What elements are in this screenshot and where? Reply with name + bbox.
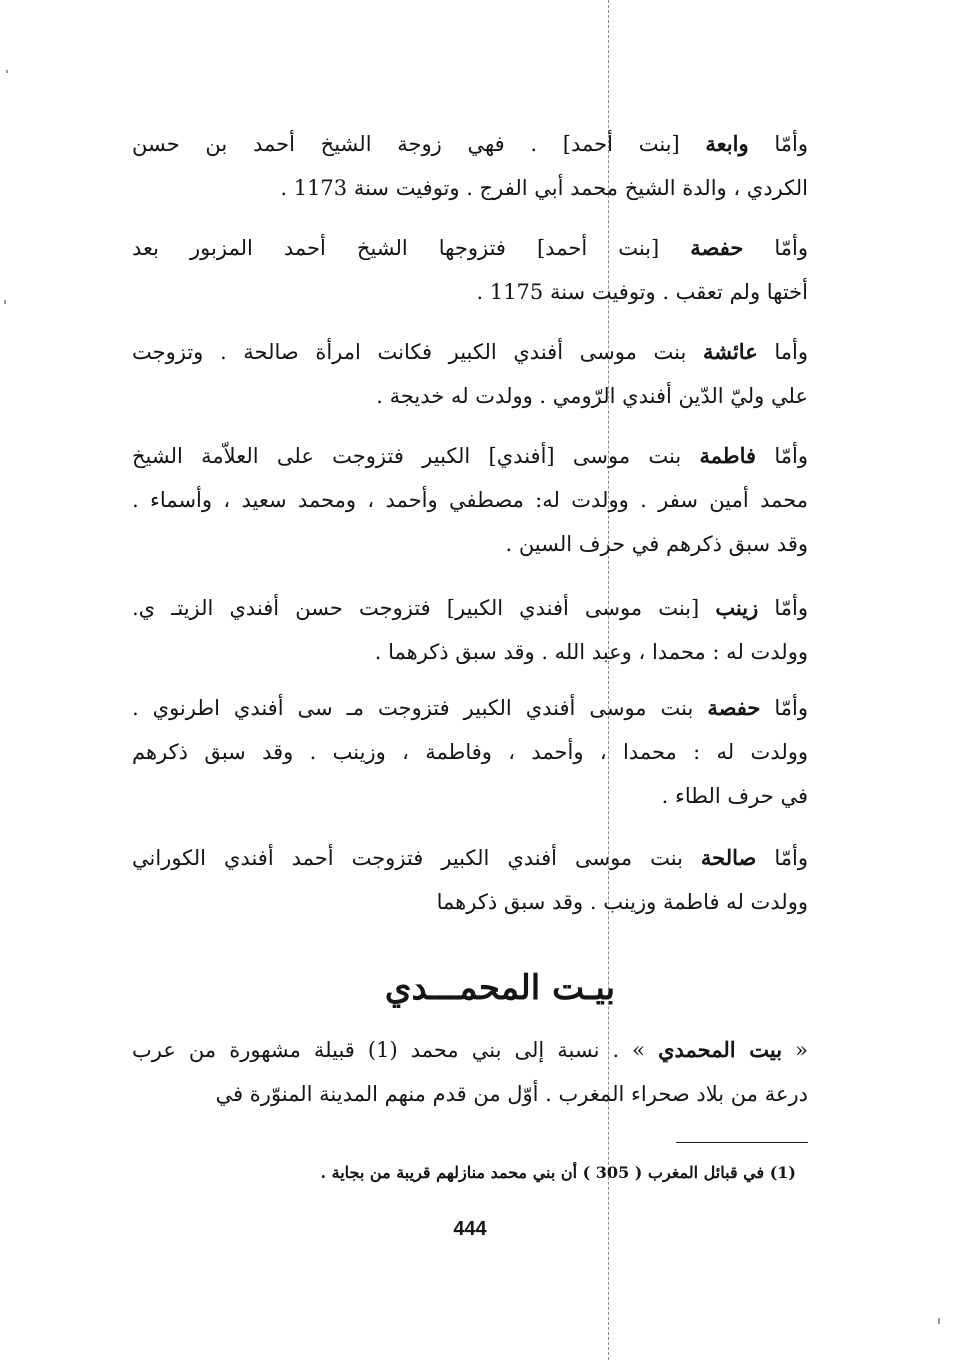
text-segment: وأمّا <box>743 236 808 260</box>
text-line <box>132 586 808 630</box>
text-line <box>132 686 808 730</box>
text-line <box>132 122 808 166</box>
page-number: 444 <box>453 1218 487 1240</box>
text-line <box>132 880 808 924</box>
text-segment: بنت موسى [أفندي] الكبير فتزوجت على العلاّمة الشيخ <box>132 444 700 468</box>
text-segment: وأمّا <box>756 846 808 870</box>
text-segment: » . نسبة إلى بني محمد (1) قبيلة مشهورة من عرب <box>132 1038 659 1062</box>
text-line <box>132 836 808 880</box>
paragraph-hafsa-bint-ahmad <box>132 226 808 314</box>
scan-edge-mark <box>4 300 6 304</box>
text-segment: [بنت موسى أفندي الكبير] فتزوجت حسن أفندي الزيتـ ي. <box>132 596 716 620</box>
text-line <box>132 166 808 210</box>
text-segment: وولدت له : محمدا ، وأحمد ، وفاطمة ، وزينب . وقد سبق ذكرهم <box>132 740 808 764</box>
person-name: صالحة <box>700 845 757 870</box>
text-segment: بنت موسى أفندي الكبير فكانت امرأة صالحة . وتزوجت <box>132 340 703 364</box>
footnote: (1) في قبائل المغرب ( 305 ) أن بني محمد منازلهم قريبة من بجاية . <box>320 1163 796 1182</box>
text-segment: بنت موسى أفندي الكبير فتزوجت مـ سى أفندي اطرنوي . <box>132 696 708 720</box>
text-line <box>132 226 808 270</box>
text-line <box>132 774 808 818</box>
person-name: وابعة <box>705 131 749 156</box>
text-line <box>132 1028 808 1072</box>
text-segment: « <box>782 1038 808 1062</box>
paragraph-aisha <box>132 330 808 418</box>
paragraph-rabia <box>132 122 808 210</box>
person-name: زينب <box>715 595 759 620</box>
person-name: عائشة <box>702 339 758 364</box>
person-name: فاطمة <box>699 443 757 468</box>
text-segment: وأما <box>757 340 808 364</box>
text-segment: درعة من بلاد صحراء المغرب . أوّل من قدم منهم المدينة المنوّرة في <box>215 1082 808 1106</box>
text-segment: أختها ولم تعقب . وتوفيت سنة 1175 . <box>476 280 808 304</box>
text-segment: وأمّا <box>758 596 808 620</box>
paragraph-fatima <box>132 434 808 566</box>
text-line <box>132 630 808 674</box>
text-segment: وولدت له فاطمة وزينب . وقد سبق ذكرهما <box>436 890 808 914</box>
text-line <box>132 270 808 314</box>
text-segment: الكردي ، والدة الشيخ محمد أبي الفرج . وتوفيت سنة 1173 . <box>280 176 808 200</box>
section-heading: بيـت المحمـــدي <box>384 968 616 1008</box>
scan-edge-mark <box>6 70 8 73</box>
person-name: بيت المحمدي <box>658 1037 783 1062</box>
text-line <box>132 478 808 522</box>
text-segment: بنت موسى أفندي الكبير فتزوجت أحمد أفندي الكوراني <box>132 846 701 870</box>
text-line <box>132 730 808 774</box>
text-segment: [بنت أحمد] . فهي زوجة الشيخ أحمد بن حسن <box>132 132 706 156</box>
text-segment: علي وليّ الدّين أفندي الرّومي . وولدت له خديجة . <box>376 384 808 408</box>
person-name: حفصة <box>707 695 761 720</box>
text-segment: وأمّا <box>760 696 808 720</box>
footnote-separator <box>676 1142 808 1143</box>
paragraph-saliha <box>132 836 808 924</box>
paragraph-zaynab <box>132 586 808 674</box>
person-name: حفصة <box>690 235 744 260</box>
text-line <box>132 522 808 566</box>
text-segment: وأمّا <box>748 132 808 156</box>
paragraph-hafsa-bint-musa <box>132 686 808 818</box>
text-segment: وأمّا <box>756 444 808 468</box>
text-line <box>132 374 808 418</box>
text-segment: وولدت له : محمدا ، وعبد الله . وقد سبق ذكرهما . <box>374 640 808 664</box>
text-segment: [بنت أحمد] فتزوجها الشيخ أحمد المزبور بعد <box>132 236 691 260</box>
text-segment: وقد سبق ذكرهم في حرف السين . <box>505 532 808 556</box>
text-line <box>132 1072 808 1116</box>
text-segment: في حرف الطاء . <box>661 784 808 808</box>
section-intro-paragraph <box>132 1028 808 1116</box>
text-line <box>132 434 808 478</box>
text-segment: محمد أمين سفر . وولدت له: مصطفي وأحمد ، ومحمد سعيد ، وأسماء . <box>132 488 808 512</box>
text-line <box>132 330 808 374</box>
scan-edge-mark <box>938 1318 940 1324</box>
